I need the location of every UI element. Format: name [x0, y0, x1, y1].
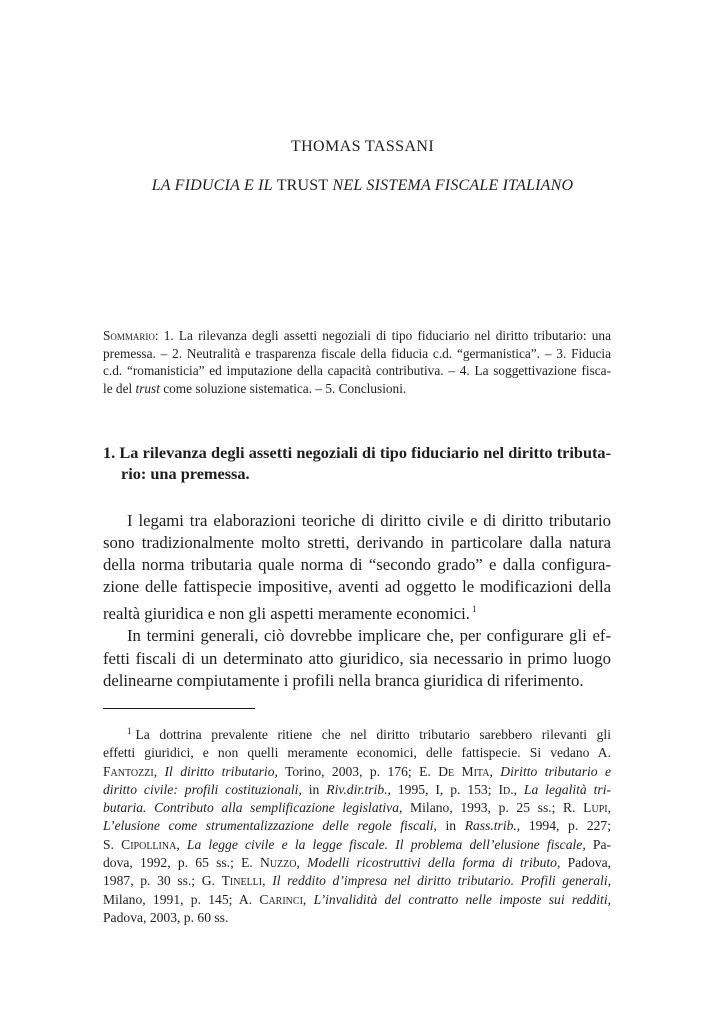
- summary-line: c.d. “romanisticia” ed imputazione della capacità contributiva. – 4. La soggettivazione fisca-: [103, 363, 611, 378]
- footnote-number: 1: [127, 726, 132, 736]
- summary-trust-word: trust: [135, 380, 160, 396]
- section-heading: [103, 442, 611, 484]
- body-line: I legami tra elaborazioni teoriche di diritto civile e di diritto tributario: [127, 511, 611, 530]
- footnote-line: dova, 1992, p. 65 ss.; E. Nuzzo, Modelli ricostruttivi della forma di tributo, Padova,: [103, 855, 612, 871]
- title-part-1: LA FIDUCIA E IL: [151, 177, 277, 194]
- body-line: fetti fiscali di un determinato atto giuridico, sia necessario in primo luogo: [103, 648, 611, 668]
- summary-block: [103, 327, 611, 397]
- footnote-line: effetti giuridici, e non quelli meramente economici, delle fattispecie. Si vedano A.: [103, 745, 611, 761]
- article-title: [0, 177, 725, 195]
- author-name: THOMAS TASSANI: [290, 138, 435, 155]
- summary-line: le del trust come soluzione sistematica. – 5. Conclusioni.: [103, 380, 407, 396]
- summary-line: premessa. – 2. Neutralità e trasparenza fiscale della fiducia c.d. “germanistica”. – 3. Fiducia: [103, 345, 611, 361]
- footnote-line: Milano, 1991, p. 145; A. Carinci, L’invalidità del contratto nelle imposte sui redditi,: [103, 891, 611, 907]
- section-heading-line: rio: una premessa.: [121, 464, 250, 483]
- footnote: [103, 722, 611, 927]
- footnote-line: Fantozzi, Il diritto tributario, Torino, 2003, p. 176; E. De Mita, Diritto tributario e: [103, 763, 612, 779]
- summary-line: Sommario: 1. La rilevanza degli assetti negoziali di tipo fiduciario nel diritto tributario: una: [103, 328, 611, 343]
- body-line: realtà giuridica e non gli aspetti meramente economici. $^1$: [103, 604, 477, 624]
- body-line: delinearne compiutamente i profili nella branca giuridica di riferimento.: [103, 670, 584, 690]
- title-part-2: NEL SISTEMA FISCALE ITALIANO: [328, 177, 574, 194]
- body-line: della norma tributaria quale norma di “secondo grado” e dalla configura-: [103, 555, 611, 575]
- footnote-line: L’elusione come strumentalizzazione delle regole fiscali, in Rass.trib., 1994, p. 227;: [103, 818, 611, 834]
- footnote-line: S. Cipollina, La legge civile e la legge fiscale. Il problema dell’elusione fiscale, Pa-: [103, 836, 612, 852]
- footnote-separator: [103, 708, 255, 709]
- footnote-line: butaria. Contributo alla semplificazione legislativa, Milano, 1993, p. 25 ss.; R. Lupi,: [103, 800, 611, 816]
- footnote-line: diritto civile: profili costituzionali, in Riv.dir.trib., 1995, I, p. 153; Id., La legalità tri-: [103, 781, 611, 797]
- footnote-reference[interactable]: 1: [471, 604, 477, 615]
- title-part-trust: TRUST: [276, 177, 329, 194]
- body-paragraphs: [103, 510, 611, 692]
- footnote-line: 1987, p. 30 ss.; G. Tinelli, Il reddito d’impresa nel diritto tributario. Profili generali,: [103, 873, 612, 889]
- section-heading-line: 1. La rilevanza degli assetti negoziali di tipo fiduciario nel diritto tributa-: [103, 443, 611, 462]
- footnote-line: $^1$ La dottrina prevalente ritiene che nel diritto tributario sarebbero rilevanti gli: [127, 726, 611, 742]
- footnote-line: Padova, 2003, p. 60 ss.: [103, 909, 229, 925]
- body-line: zione delle fattispecie impositive, aventi ad oggetto le modificazioni della: [103, 577, 611, 597]
- summary-label: Sommario: [103, 328, 155, 343]
- body-line: In termini generali, ciò dovrebbe implicare che, per configurare gli ef-: [127, 626, 611, 646]
- body-line: sono tradizionalmente molto stretti, derivando in particolare dalla natura: [103, 533, 611, 553]
